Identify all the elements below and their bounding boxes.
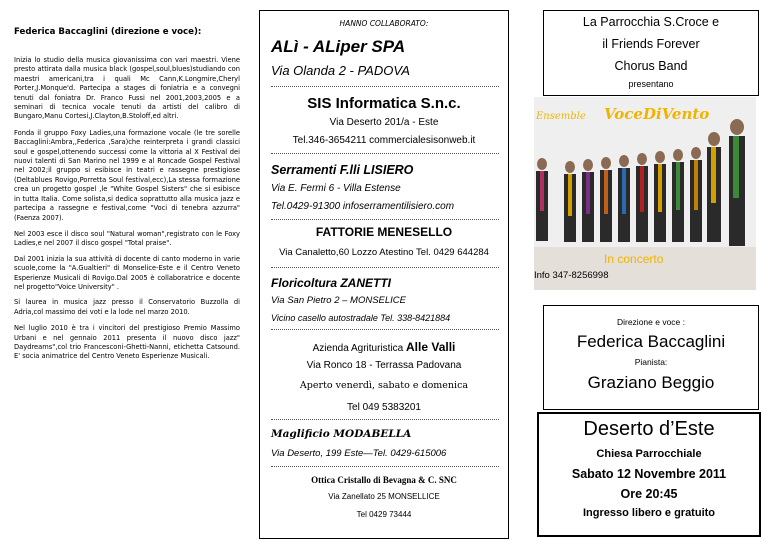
- director-name: Federica Baccaglini: [576, 332, 726, 351]
- bio-paragraph-2: Fonda il gruppo Foxy Ladies,una formazione vocale (le tre sorelle Baccaglini:Ambra,,Federica ,Sara)che reinterpreta i grandi classici soul e gospel,ottenendo successi come la vittoria al X Festival dei nuovi talenti di San Marino nel 1999 e al Roncade Gospel Festival nel 2002;il gruppo si esibisce in teatri e rassegne prestigiose (Deltablues Rovigo,Porretta Soul festival,ecc),La stessa formazione crea un progetto gospel ,le "White Gospel Sisters" che si esibisce in tutta Italia. Come solista,si dedica soprattutto alla musica jazz e partecipa a rassegne e festival,come "Voci di tenebra azzurra"(Faenza 2007).: [14, 128, 240, 222]
- bio-text-box: [14, 56, 240, 534]
- bio-title: Federica Baccaglini (direzione e voce):: [14, 27, 202, 37]
- sponsor-lisiero-contact: Tel.0429-91300 infoserramentilisiero.com: [271, 201, 455, 212]
- bio-paragraph-5: Si laurea in musica jazz presso il Conservatorio Buzzolla di Adria,col massimo dei voti e la lode nel marzo 2010.: [14, 298, 240, 316]
- sponsor-valli-address: Via Ronco 18 - Terrassa Padovana: [306, 360, 462, 371]
- bio-paragraph-6: Nel luglio 2010 è tra i vincitori del prestigioso Premio Massimo Urbani e nel gennaio 2011 presenta il nuovo disco jazz" Daydreams",col trio Francesconi-Ghetti-Nanni, etichetta Catsound. E' socia animatrice del Centro Veneto Esperienze Musicali.: [14, 324, 240, 361]
- sponsor-lisiero-address: Via E. Fermi 6 - Villa Estense: [271, 183, 401, 194]
- sponsor-menesello-name: FATTORIE MENESELLO: [315, 225, 453, 239]
- bio-title-box: [14, 19, 238, 39]
- sponsor-modabella-contact: Via Deserto, 199 Este—Tel. 0429-615006: [271, 448, 447, 459]
- divider: [271, 419, 499, 420]
- performers-box: [543, 305, 759, 410]
- presenters-box: [543, 10, 759, 96]
- sponsor-valli-phone: Tel 049 5383201: [347, 402, 421, 413]
- event-date: Sabato 12 Novembre 2011: [571, 467, 727, 481]
- sponsor-zanetti-name: Floricoltura ZANETTI: [271, 276, 391, 290]
- pianist-label: Pianista:: [634, 357, 668, 367]
- sponsor-ali-address: Via Olanda 2 - PADOVA: [271, 63, 410, 78]
- sponsor-ali-name: ALì - ALiper SPA: [271, 37, 406, 56]
- sponsor-sis-address: Via Deserto 201/a - Este: [329, 117, 439, 128]
- photo-info-phone: Info 347-8256998: [534, 270, 609, 281]
- choir-photo: [534, 97, 756, 290]
- photo-title: VoceDiVento: [604, 105, 710, 123]
- event-title: Deserto d’Este: [583, 418, 715, 440]
- sponsor-zanetti-address: Via San Pietro 2 – MONSELICE: [271, 295, 406, 306]
- sponsor-sis-contact: Tel.346-3654211 commercialesisonweb.it: [292, 135, 476, 146]
- presenters-line-2: il Friends Forever: [602, 37, 700, 51]
- pianist-name: Graziano Beggio: [587, 373, 715, 392]
- sponsor-valli-hours: Aperto venerdì, sabato e domenica: [299, 380, 469, 391]
- sponsor-zanetti-contact: Vicino casello autostradale Tel. 338-8421884: [271, 313, 451, 323]
- event-entry: Ingresso libero e gratuito: [582, 507, 716, 519]
- sponsor-cristallo-phone: Tel 0429 73444: [356, 510, 412, 519]
- photo-title-prefix: Ensemble: [536, 111, 586, 122]
- presenters-line-3: Chorus Band: [614, 59, 688, 73]
- divider: [271, 329, 499, 330]
- sponsor-sis-name: SIS Informatica S.n.c.: [307, 95, 461, 112]
- sponsor-lisiero-name: Serramenti F.lli LISIERO: [271, 163, 414, 177]
- sponsors-panel: [259, 10, 509, 539]
- event-church: Chiesa Parrocchiale: [596, 448, 702, 460]
- divider: [271, 86, 499, 87]
- choir-photo-illustration: [534, 97, 756, 290]
- sponsor-cristallo-address: Via Zanellato 25 MONSELLICE: [328, 492, 440, 501]
- bio-paragraph-4: Dal 2001 inizia la sua attività di docente di canto moderno in varie scuole,come la "A.Gualtieri" di Monselice-Este e il Centro Veneto Esperienze Musicali di Rovigo.Dal 2005 è collaboratrice e docente nel progetto"Voice University" .: [14, 254, 240, 291]
- sponsor-valli-name: [260, 340, 508, 354]
- event-time: Ore 20:45: [620, 487, 678, 501]
- divider: [271, 267, 499, 268]
- presenters-label: presentano: [628, 79, 674, 89]
- sponsor-menesello-address: Via Canaletto,60 Lozzo Atestino Tel. 0429 644284: [279, 247, 489, 258]
- event-box: [537, 412, 761, 537]
- sponsor-valli-brand: Alle Valli: [406, 340, 456, 354]
- sponsor-valli-prefix: Azienda Agrituristica: [312, 343, 407, 354]
- divider: [271, 466, 499, 467]
- sponsor-modabella-name: Maglificio MODABELLA: [271, 428, 412, 440]
- sponsor-cristallo-name: Ottica Cristallo di Bevagna & C. SNC: [311, 475, 457, 485]
- bio-paragraph-3: Nel 2003 esce il disco soul "Natural woman",registrato con le Foxy Ladies,e nel 2007 il disco gospel "Total praise".: [14, 229, 240, 248]
- photo-concert-label: In concerto: [604, 252, 664, 266]
- bio-paragraph-1: Inizia lo studio della musica giovanissima con vari maestri. Viene presto attirata dalla musica black (gospel,soul,blues)studiando con maestri americani,tra i quali Mc Cann,K.Longmire,Cheryl Porter,J.Monque'd. Partecipa a stages di foniatria e a convegni tenuti dal foniatra Dr. Franco Fussi nel 2001,2003,2005 e a seminari di tecnica vocale tenuti da artisti del calibro di Bungaro,Manu Cortesi,J.Clayton,B.Stoloff,ed altri.: [14, 56, 240, 121]
- presenters-line-1: La Parrocchia S.Croce e: [582, 15, 720, 29]
- divider: [271, 153, 499, 154]
- sponsors-header: HANNO COLLABORATO:: [339, 19, 429, 28]
- director-label: Direzione e voce :: [616, 317, 686, 327]
- divider: [271, 219, 499, 220]
